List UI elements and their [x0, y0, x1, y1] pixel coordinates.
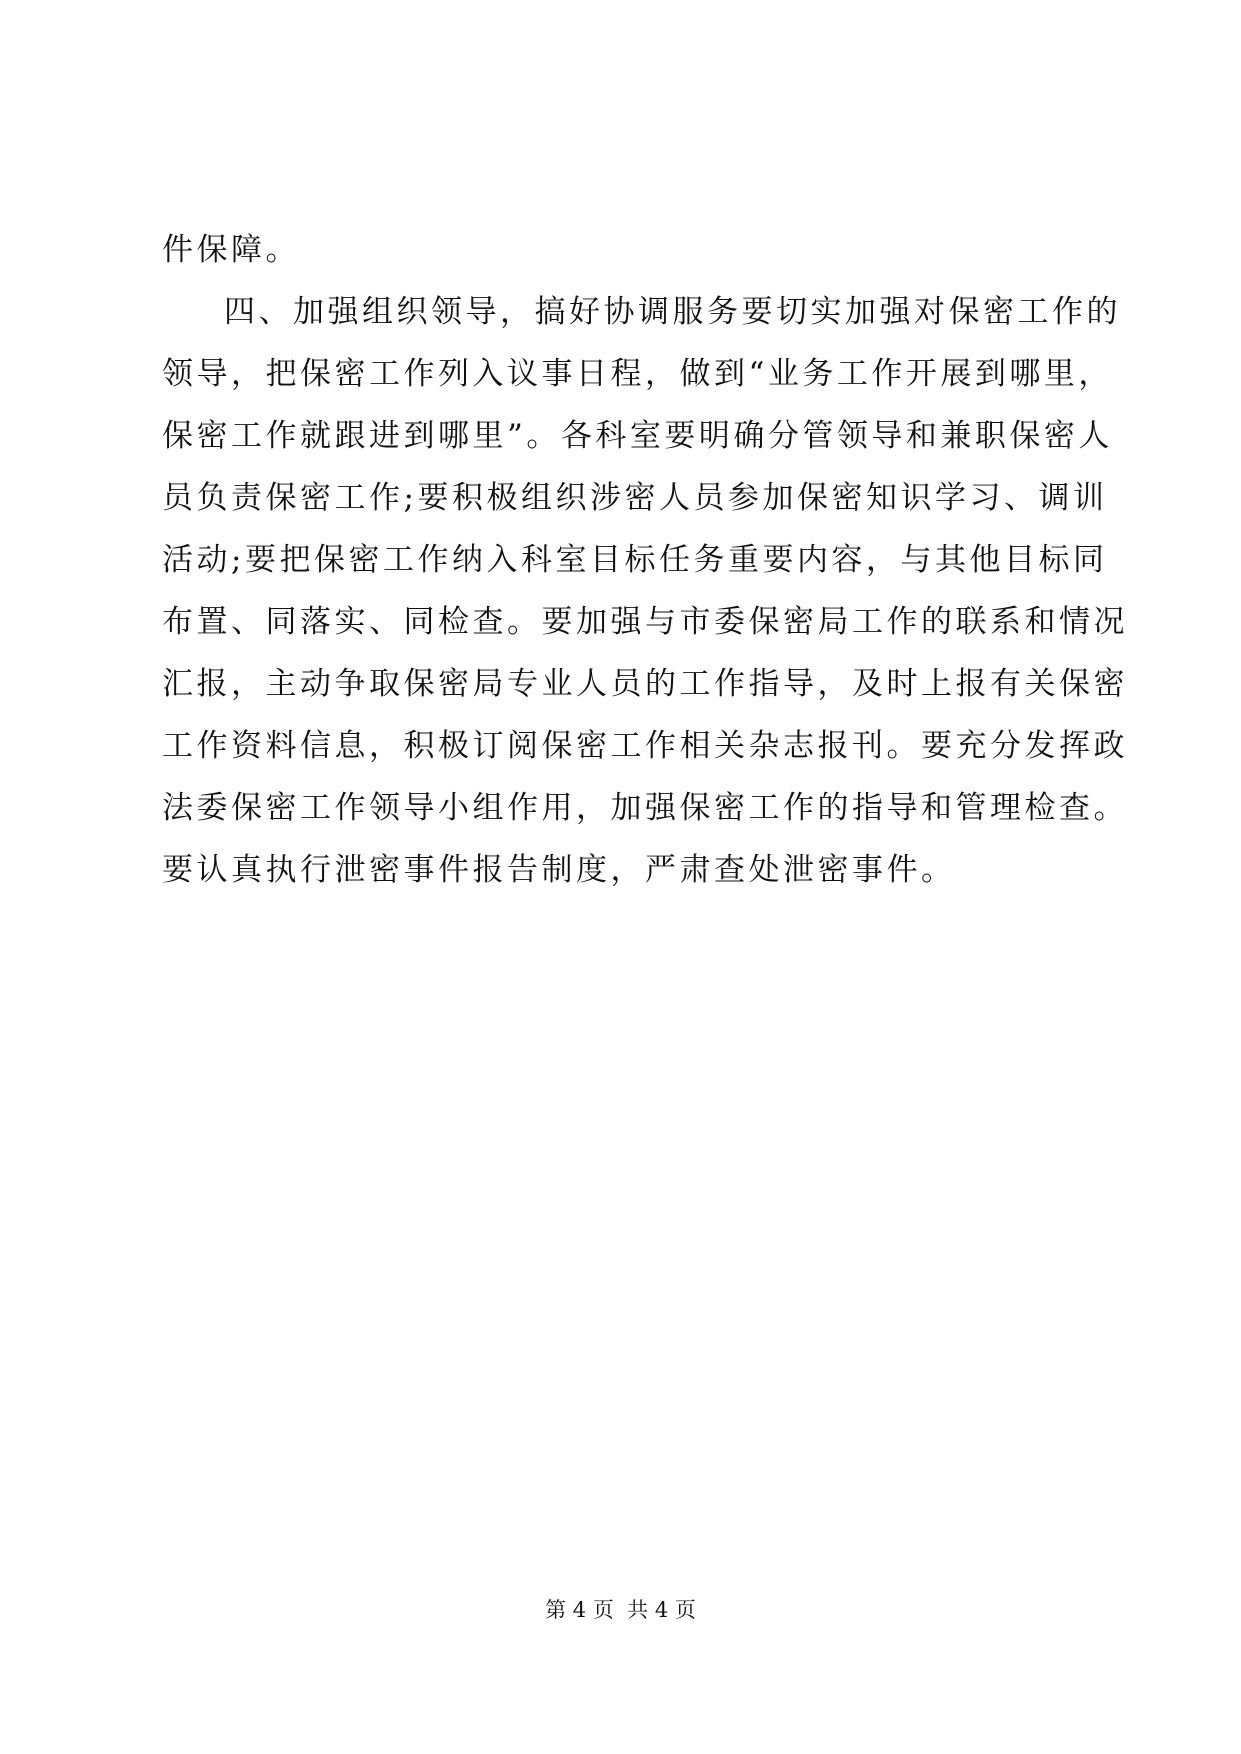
text-line-7: 布置、同落实、同检查。要加强与市委保密局工作的联系和情况: [162, 604, 1128, 640]
text-line-11: 要认真执行泄密事件报告制度，严肃查处泄密事件。: [162, 852, 956, 888]
text-line-4: 保密工作就跟进到哪里”。各科室要明确分管领导和兼职保密人: [162, 418, 1113, 454]
page-footer: [0, 1596, 1241, 1624]
text-line-6: 活动;要把保密工作纳入科室目标任务重要内容，与其他目标同: [162, 542, 1108, 578]
text-line-5: 员负责保密工作;要积极组织涉密人员参加保密知识学习、调训: [162, 480, 1108, 516]
text-line-2: 四、加强组织领导，搞好协调服务要切实加强对保密工作的: [224, 294, 1121, 330]
text-line-3: 领导，把保密工作列入议事日程，做到“业务工作开展到哪里，: [162, 356, 1113, 392]
text-line-1: 件保障。: [162, 232, 300, 268]
text-line-9: 工作资料信息，积极订阅保密工作相关杂志报刊。要充分发挥政: [162, 728, 1128, 764]
text-line-10: 法委保密工作领导小组作用，加强保密工作的指导和管理检查。: [162, 790, 1128, 826]
text-line-8: 汇报，主动争取保密局专业人员的工作指导，及时上报有关保密: [162, 666, 1128, 702]
page-number-label: 第 4 页 共 4 页: [545, 1598, 696, 1622]
